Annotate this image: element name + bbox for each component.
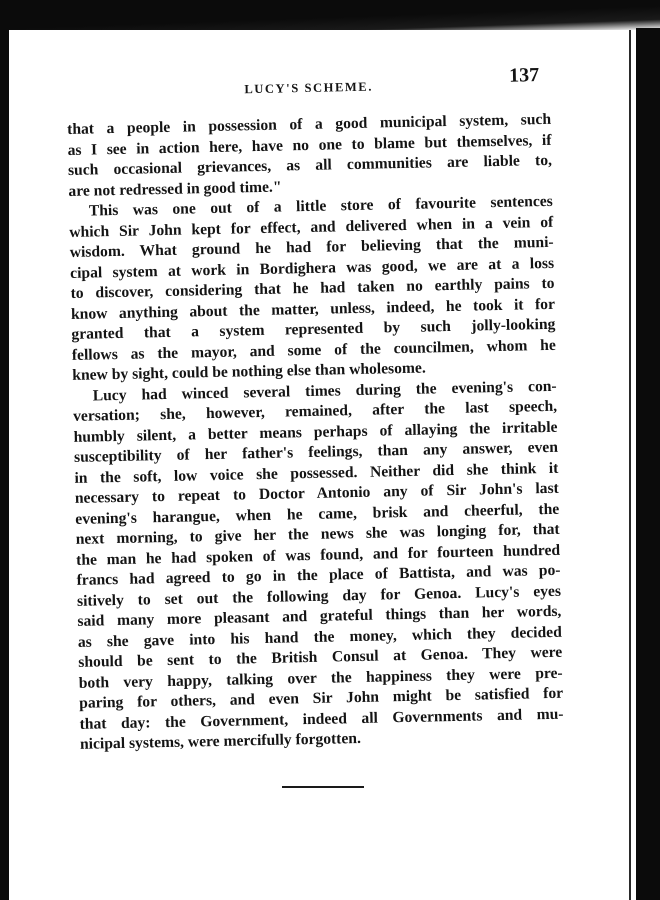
text-line: versation; she, however, remained, after the last speech, <box>72 397 558 425</box>
text-line: wisdom. What ground he had for believing that the muni- <box>69 233 554 261</box>
text-line: are not redressed in good time." <box>68 178 282 200</box>
text-line: the man he had spoken of was found, and for fourteen hundred <box>76 541 561 569</box>
text-line: necessary to repeat to Doctor Antonio any of Sir John's last <box>74 479 559 507</box>
running-head: LUCY'S SCHEME. <box>244 79 374 97</box>
text-line: as I see in action here, have no one to blame but themselves, if <box>67 131 552 159</box>
body-text <box>67 110 570 756</box>
text-line: This was one out of a little store of favourite sentences <box>88 192 553 220</box>
text-line: both very happy, talking over the happiness they were pre- <box>78 664 563 692</box>
page-edge-right <box>629 30 636 900</box>
text-line: fellows as the mayor, and some of the councilmen, whom he <box>71 336 556 364</box>
scan-shadow-left <box>0 0 9 900</box>
text-line: next morning, to give her the news she was longing for, that <box>75 520 560 548</box>
text-line: know anything about the matter, unless, indeed, he took it for <box>70 295 556 323</box>
text-line: to discover, considering that he had taken no earthly pains to <box>70 274 555 302</box>
text-line: in the soft, low voice she possessed. Neither did she think it <box>74 459 559 487</box>
page-content <box>66 64 570 756</box>
page-number: 137 <box>508 64 540 87</box>
text-line: that day: the Government, indeed all Governments and mu- <box>79 705 564 733</box>
text-line: francs had agreed to go in the place of Battista, and was po- <box>76 561 561 589</box>
text-line: humbly silent, a better means perhaps of allaying the irritable <box>73 418 558 446</box>
text-line: paring for others, and even Sir John might be satisfied for <box>79 684 564 712</box>
text-line: Lucy had winced several times during the evening's con- <box>92 377 557 405</box>
text-line: evening's harangue, when he came, brisk and cheerful, the <box>75 500 560 528</box>
text-line: should be sent to the British Consul at Genoa. They were <box>78 643 563 671</box>
scan-shadow-right <box>636 28 660 900</box>
text-line: susceptibility of her father's feelings, than any answer, even <box>73 438 559 466</box>
text-line: nicipal systems, were mercifully forgotten. <box>79 729 362 753</box>
text-line: which Sir John kept for effect, and delivered when in a vein of <box>69 213 554 241</box>
text-line: such occasional grievances, as all communities are liable to, <box>67 151 553 179</box>
section-end-rule <box>282 786 364 788</box>
text-line: said many more pleasant and grateful things than her words, <box>77 602 562 630</box>
text-line: knew by sight, could be nothing else than wholesome. <box>72 359 426 384</box>
text-line: that a people in possession of a good municipal system, such <box>66 110 552 138</box>
scan-shadow-top <box>0 0 660 30</box>
text-line: granted that a system represented by such jolly-looking <box>71 315 556 343</box>
text-line: sitively to set out the following day for Genoa. Lucy's eyes <box>76 582 562 610</box>
text-line: as she gave into his hand the money, which they decided <box>77 623 562 651</box>
page-header <box>66 64 557 104</box>
text-line: cipal system at work in Bordighera was good, we are at a loss <box>69 254 555 282</box>
